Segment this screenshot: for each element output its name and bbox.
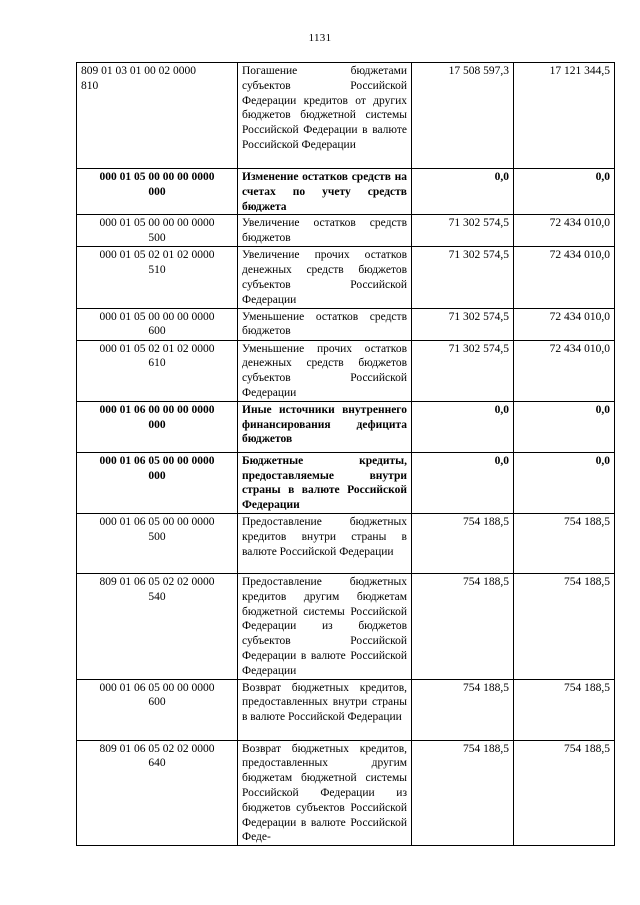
budget-code-line-2: 600: [148, 325, 166, 338]
budget-code-cell: [77, 513, 238, 573]
budget-code-line-2: 540: [148, 590, 166, 603]
table-row: [77, 573, 615, 679]
budget-code-cell: [77, 401, 238, 452]
budget-code-cell: [77, 247, 238, 308]
amount-year-2-cell: 0,0: [514, 169, 615, 215]
amount-year-2-cell: 0,0: [514, 401, 615, 452]
budget-code-line-2: 000: [148, 185, 166, 198]
budget-code-cell: [77, 215, 238, 247]
budget-code-line-1: 000 01 05 00 00 00 0000: [99, 171, 215, 183]
amount-year-2-cell: 72 434 010,0: [514, 308, 615, 340]
amount-year-1-cell: 0,0: [412, 401, 514, 452]
budget-code-line-2: 500: [148, 530, 166, 543]
budget-code-line-1: 809 01 06 05 02 02 0000: [99, 575, 215, 588]
budget-code-cell: [77, 573, 238, 679]
budget-code-line-2: 610: [148, 357, 166, 370]
budget-code-line-1: 000 01 06 05 00 00 0000: [99, 681, 215, 694]
description-cell: Бюджетные кредиты, предоставляемые внутри страны в валюте Российской Федерации: [238, 452, 412, 513]
budget-code-cell: [77, 740, 238, 846]
budget-code-line-1: 000 01 06 00 00 00 0000: [99, 403, 215, 416]
amount-year-2-cell: 754 188,5: [514, 679, 615, 740]
description-cell: Предоставление бюджетных кредитов внутри страны в валюте Российской Федерации: [238, 513, 412, 573]
budget-code-line-1: 000 01 05 02 01 02 0000: [99, 249, 215, 262]
amount-year-2-cell: 754 188,5: [514, 740, 615, 846]
budget-code-line-2: 600: [148, 696, 166, 709]
description-cell: Увеличение остатков средств бюджетов: [238, 215, 412, 247]
budget-code-line-1: 000 01 05 00 00 00 0000: [99, 217, 215, 230]
amount-year-1-cell: 754 188,5: [412, 679, 514, 740]
budget-code-cell: [77, 679, 238, 740]
budget-code-cell: [77, 340, 238, 401]
amount-year-1-cell: 17 508 597,3: [412, 63, 514, 169]
budget-code-line-1: 000 01 05 02 01 02 0000: [99, 342, 215, 355]
budget-code-line-1: 809 01 03 01 00 02 0000: [81, 65, 196, 77]
table-row: [77, 452, 615, 513]
page-number: 1131: [308, 32, 332, 44]
table-row: [77, 679, 615, 740]
table-row: [77, 340, 615, 401]
amount-year-1-cell: 754 188,5: [412, 740, 514, 846]
table-row: [77, 169, 615, 215]
table-row: [77, 308, 615, 340]
amount-year-2-cell: 754 188,5: [514, 573, 615, 679]
description-cell: Уменьшение прочих остатков денежных средств бюджетов субъектов Российской Федерации: [238, 340, 412, 401]
description-cell: Уменьшение остатков средств бюджетов: [238, 308, 412, 340]
description-cell: Погашение бюджетами субъектов Российской Федерации кредитов от других бюджетов бюджетной системы Российской Федерации в валюте Российской Федерации: [238, 63, 412, 169]
description-cell: Возврат бюджетных кредитов, предоставленных внутри страны в валюте Российской Федерации: [238, 679, 412, 740]
description-cell: Увеличение прочих остатков денежных средств бюджетов субъектов Российской Федерации: [238, 247, 412, 308]
amount-year-1-cell: 71 302 574,5: [412, 308, 514, 340]
budget-code-cell: [77, 169, 238, 215]
amount-year-1-cell: 71 302 574,5: [412, 215, 514, 247]
amount-year-2-cell: 72 434 010,0: [514, 247, 615, 308]
budget-code-line-2: 510: [148, 264, 166, 277]
budget-code-line-2: 640: [148, 757, 166, 770]
description-cell: Возврат бюджетных кредитов, предоставленных другим бюджетам бюджетной системы Российской Федерации из бюджетов субъектов Российской Федерации в валюте Российской Феде-: [238, 740, 412, 846]
description-cell: Изменение остатков средств на счетах по учету средств бюджета: [238, 169, 412, 215]
table-row: [77, 247, 615, 308]
budget-code-line-1: 000 01 06 05 00 00 0000: [99, 515, 215, 528]
budget-code-line-2: 500: [148, 232, 166, 245]
amount-year-2-cell: 17 121 344,5: [514, 63, 615, 169]
budget-code-cell: [77, 63, 238, 169]
amount-year-1-cell: 0,0: [412, 169, 514, 215]
budget-code-cell: [77, 452, 238, 513]
amount-year-1-cell: 754 188,5: [412, 513, 514, 573]
table-row: [77, 63, 615, 169]
budget-code-line-1: 809 01 06 05 02 02 0000: [99, 742, 215, 755]
table-row: [77, 215, 615, 247]
budget-code-line-2: 000: [148, 418, 166, 431]
budget-code-line-2: 000: [148, 469, 166, 482]
budget-code-line-1: 000 01 05 00 00 00 0000: [99, 310, 215, 323]
amount-year-2-cell: 754 188,5: [514, 513, 615, 573]
amount-year-2-cell: 72 434 010,0: [514, 340, 615, 401]
budget-code-cell: [77, 308, 238, 340]
amount-year-1-cell: 71 302 574,5: [412, 247, 514, 308]
amount-year-2-cell: 0,0: [514, 452, 615, 513]
budget-code-line-1: 000 01 06 05 00 00 0000: [99, 454, 215, 467]
description-cell: Предоставление бюджетных кредитов другим бюджетам бюджетной системы Российской Федерации из бюджетов субъектов Российской Федерации в валюте Российской Федерации: [238, 573, 412, 679]
amount-year-1-cell: 71 302 574,5: [412, 340, 514, 401]
amount-year-1-cell: 0,0: [412, 452, 514, 513]
budget-sources-table: [76, 62, 615, 846]
table-row: [77, 401, 615, 452]
description-cell: Иные источники внутреннего финансирования дефицита бюджетов: [238, 401, 412, 452]
budget-code-line-2: 810: [81, 79, 99, 92]
amount-year-1-cell: 754 188,5: [412, 573, 514, 679]
table-row: [77, 513, 615, 573]
amount-year-2-cell: 72 434 010,0: [514, 215, 615, 247]
table-row: [77, 740, 615, 846]
